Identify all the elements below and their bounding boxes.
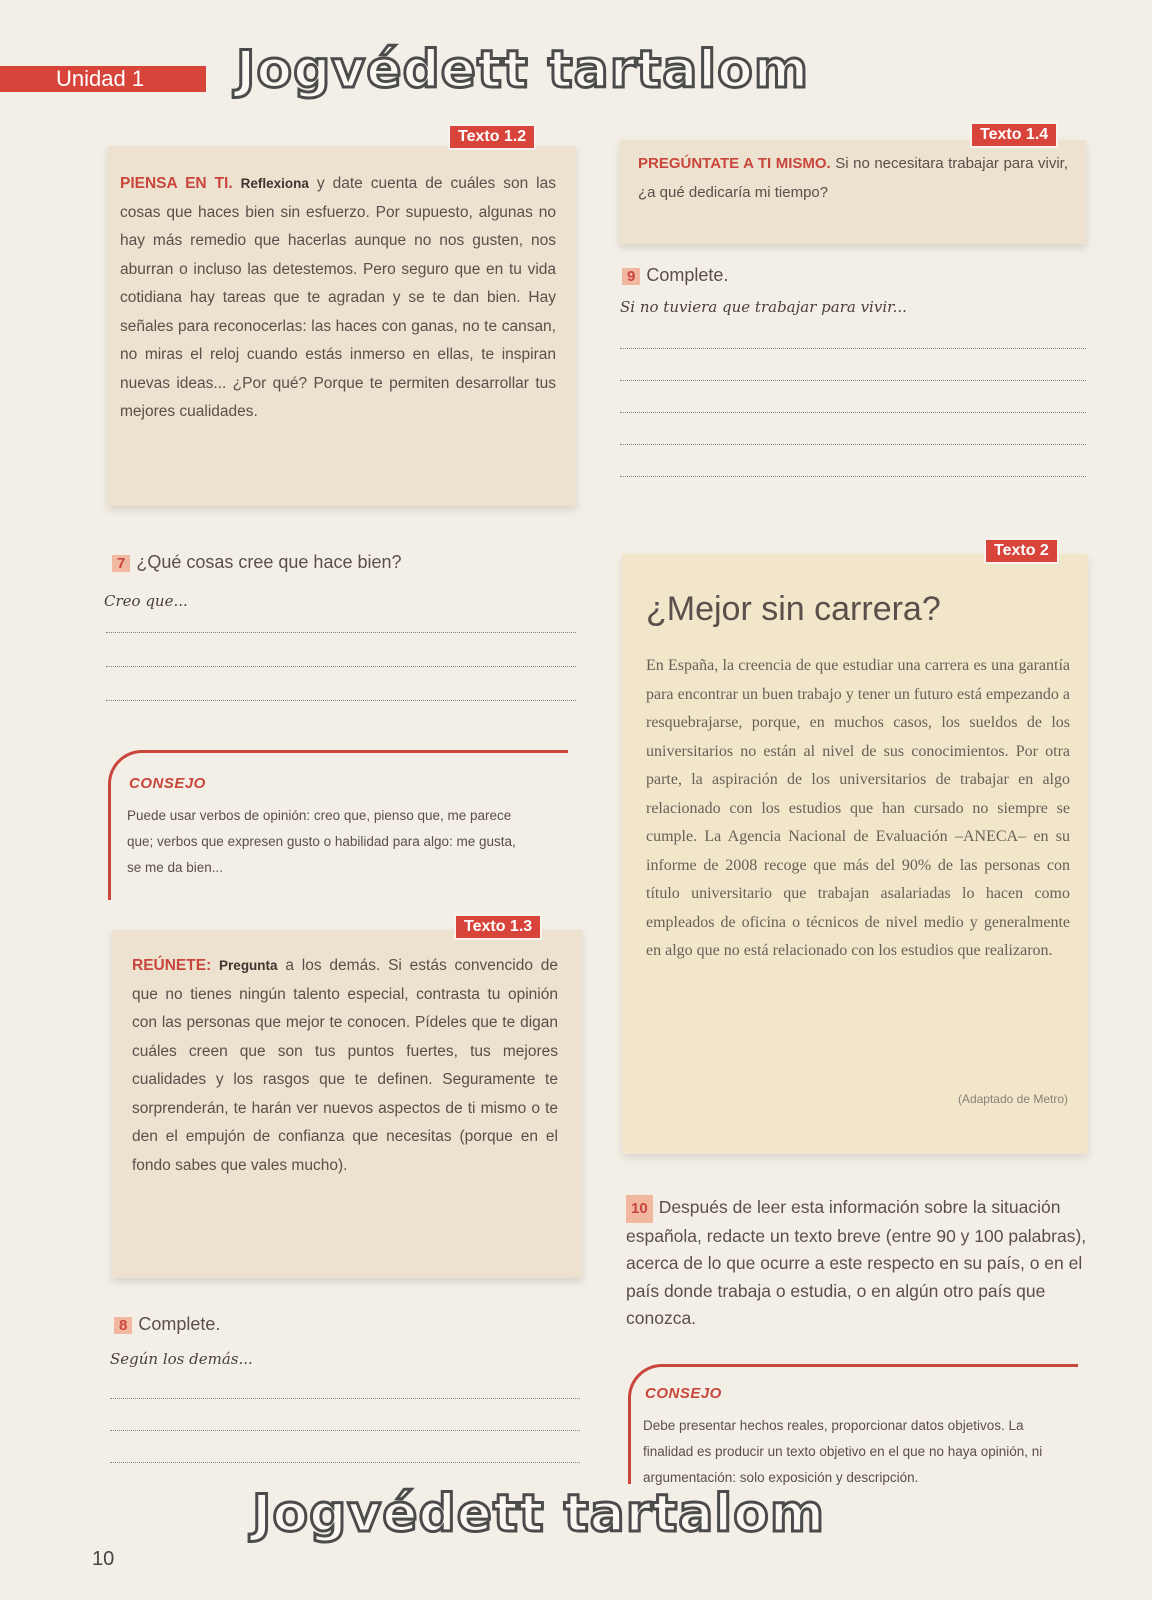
texto-1-4-paragraph — [638, 150, 1068, 207]
texto-2-title: ¿Mejor sin carrera? — [646, 590, 941, 628]
texto-1-3-body: a los demás. Si estás convencido de que no tienes ningún talento especial, contrasta tu opinión con las personas que mejor te conocen. Pídeles que te digan cuáles creen que son tus puntos fuertes, tus mejores cualidades y los rasgos que te definen. Seguramente te sorprenderán, te harán ver nuevos aspectos de ti mismo o te den el empujón de confianza que necesitas (porque en el fondo sabes que vales mucho). — [132, 957, 558, 1174]
exercise-9-answer-start: Si no tuviera que trabajar para vivir... — [620, 298, 907, 316]
exercise-10-prompt — [626, 1194, 1092, 1333]
answer-line — [106, 666, 576, 667]
texto-1-4-box — [620, 140, 1086, 244]
page-number: 10 — [92, 1548, 115, 1570]
texto-1-3-box — [112, 930, 582, 1278]
texto-2-body: En España, la creencia de que estudiar una carrera es una garantía para encontrar un buen trabajo y tener un futuro está empezando a resquebrajarse, porque, en muchos casos, los sueldos de los universitarios no están al nivel de sus conocimientos. Por otra parte, la aspiración de los universitarios de trabajar en algo relacionado con los estudios que han cursado no siempre se cumple. La Agencia Nacional de Evaluación –ANECA– en su informe de 2008 recoge que más del 90% de las personas con título universitario que trabajan asalariadas lo hacen como empleados de oficina o técnicos de nivel medio y generalmente en algo que no está relacionado con los estudios que realizaron. — [646, 657, 1070, 959]
unit-label: Unidad 1 — [0, 66, 206, 92]
answer-line — [110, 1462, 580, 1463]
answer-line — [620, 444, 1086, 445]
texto-1-2-lead: PIENSA EN TI. — [120, 175, 233, 192]
texto-1-3-paragraph — [132, 952, 558, 1180]
consejo-1-body: Puede usar verbos de opinión: creo que, pienso que, me parece que; verbos que expresen gusto o habilidad para algo: me gusta, se me da bien... — [127, 808, 516, 875]
texto-1-2-paragraph — [120, 170, 556, 427]
answer-line — [620, 348, 1086, 349]
texto-1-2-box — [108, 146, 576, 506]
exercise-9-prompt — [622, 265, 728, 286]
texto-2-tag: Texto 2 — [986, 540, 1057, 562]
texto-1-2-verb: Reflexiona — [240, 176, 309, 191]
answer-line — [110, 1430, 580, 1431]
texto-1-3-tag: Texto 1.3 — [456, 916, 540, 938]
consejo-2-body: Debe presentar hechos reales, proporcionar datos objetivos. La finalidad es producir un texto objetivo en el que no haya opinión, ni argumentación: solo exposición y descripción. — [643, 1418, 1043, 1485]
consejo-2-title: CONSEJO — [645, 1385, 722, 1402]
answer-line — [106, 700, 576, 701]
exercise-7-prompt — [112, 552, 402, 573]
exercise-8-answer-start: Según los demás... — [110, 1350, 253, 1368]
texto-2-article — [622, 554, 1088, 1154]
exercise-7-text: ¿Qué cosas cree que hace bien? — [136, 552, 402, 572]
answer-line — [106, 632, 576, 633]
answer-line — [620, 412, 1086, 413]
exercise-8-prompt — [114, 1314, 220, 1335]
exercise-10-text: Después de leer esta información sobre la situación española, redacte un texto breve (entre 90 y 100 palabras), acerca de lo que ocurre a este respecto en su país, o en el país donde trabaja o estudia, o en algún otro país que conozca. — [626, 1197, 1087, 1328]
exercise-8-number: 8 — [114, 1317, 132, 1334]
texto-1-2-body: y date cuenta de cuáles son las cosas que haces bien sin esfuerzo. Por supuesto, algunas no hay más remedio que hacerlas aunque no nos gusten, nos aburran o incluso las detestemos. Pero seguro que en tu vida cotidiana hay tareas que te agradan y se te dan bien. Hay señales para reconocerlas: las haces con ganas, no te cansan, no miras el reloj cuando estás inmerso en ellas, te inspiran nuevas ideas... ¿Por qué? Porque te permiten desarrollar tus mejores cualidades. — [120, 175, 556, 420]
texto-1-3-lead: REÚNETE: — [132, 957, 212, 974]
exercise-7-number: 7 — [112, 555, 130, 572]
texto-1-4-tag: Texto 1.4 — [972, 124, 1056, 146]
consejo-1-title: CONSEJO — [129, 775, 206, 792]
answer-line — [620, 380, 1086, 381]
texto-2-source: (Adaptado de Metro) — [957, 1092, 1068, 1106]
texto-1-4-body: Si no necesitara trabajar para vivir, ¿a qué dedicaría mi tiempo? — [638, 155, 1068, 201]
watermark-bottom: Jogvédett tartalom — [252, 1484, 826, 1544]
watermark-top: Jogvédett tartalom — [236, 40, 810, 100]
exercise-9-text: Complete. — [646, 265, 729, 285]
texto-1-4-lead: PREGÚNTATE A TI MISMO. — [638, 155, 831, 172]
answer-line — [110, 1398, 580, 1399]
exercise-10-number: 10 — [626, 1195, 653, 1223]
exercise-7-answer-start: Creo que... — [104, 592, 188, 610]
texto-1-3-verb: Pregunta — [219, 958, 278, 973]
consejo-panel-2 — [628, 1364, 1078, 1484]
exercise-9-number: 9 — [622, 268, 640, 285]
exercise-8-text: Complete. — [138, 1314, 221, 1334]
answer-line — [620, 476, 1086, 477]
texto-1-2-tag: Texto 1.2 — [450, 126, 534, 148]
consejo-panel-1 — [108, 750, 568, 900]
